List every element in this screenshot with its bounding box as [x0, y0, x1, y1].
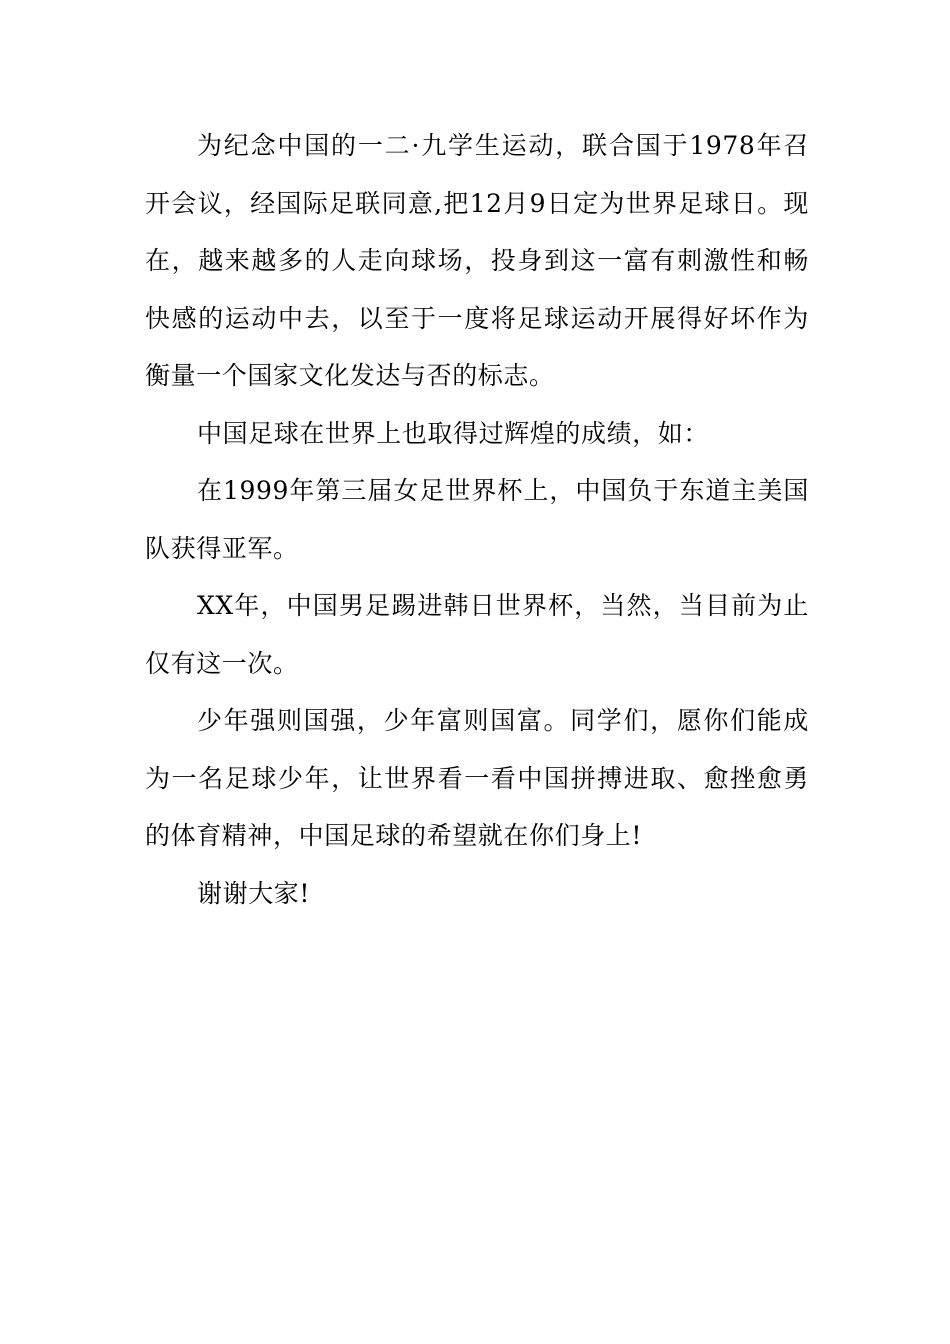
document-body — [145, 117, 809, 922]
paragraph-world-football-day: 为纪念中国的一二·九学生运动，联合国于1978年召开会议，经国际足联同意,把12月9日定为世界足球日。现在，越来越多的人走向球场，投身到这一富有刺激性和畅快感的运动中去，以至于一度将足球运动开展得好坏作为衡量一个国家文化发达与否的标志。 — [145, 131, 809, 390]
paragraph-youth-appeal: 少年强则国强，少年富则国富。同学们，愿你们能成为一名足球少年，让世界看一看中国拼搏进取、愈挫愈勇的体育精神，中国足球的希望就在你们身上! — [145, 706, 809, 850]
paragraph-achievements-intro: 中国足球在世界上也取得过辉煌的成绩，如： — [197, 418, 710, 448]
paragraph-thanks: 谢谢大家! — [197, 878, 311, 908]
paragraph-womens-world-cup: 在1999年第三届女足世界杯上，中国负于东道主美国队获得亚军。 — [145, 476, 809, 563]
paragraph-mens-world-cup: XX年，中国男足踢进韩日世界杯，当然，当目前为止仅有这一次。 — [145, 591, 809, 678]
